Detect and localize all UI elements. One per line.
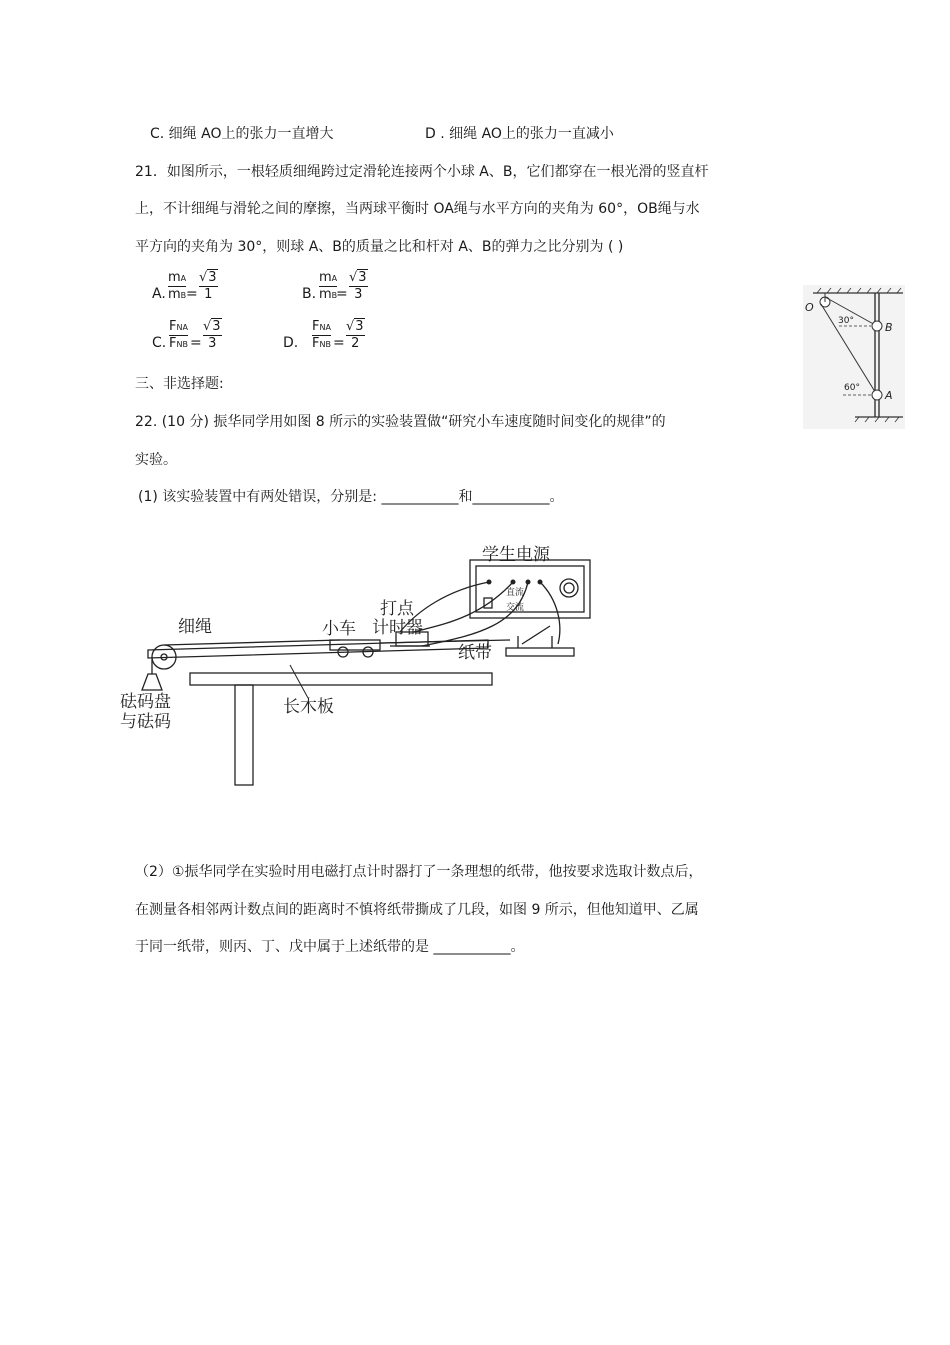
option-label: A. bbox=[152, 286, 166, 302]
equals-sign: = bbox=[336, 286, 348, 302]
q22-part2-line1: （2）①振华同学在实验时用电磁打点计时器打了一条理想的纸带，他按要求选取计数点后， bbox=[135, 864, 703, 880]
angle-60: 60° bbox=[844, 383, 860, 393]
label-power: 学生电源 bbox=[482, 545, 550, 565]
q22-apparatus-figure bbox=[118, 540, 598, 790]
q22-line1: 22. (10 分) 振华同学用如图 8 所示的实验装置做“研究小车速度随时间变化的规律”的 bbox=[135, 414, 666, 430]
q20-option-d: D . 细绳 AO上的张力一直减小 bbox=[425, 126, 614, 142]
lhs-fraction: mA mB bbox=[168, 270, 187, 302]
angle-30: 30° bbox=[838, 316, 854, 326]
label-o: O bbox=[805, 301, 814, 314]
label-timer-1: 打点 bbox=[380, 599, 414, 619]
equals-sign: = bbox=[186, 286, 198, 302]
label-timer-2: 计时器 bbox=[372, 618, 423, 638]
q21-line1: 21．如图所示，一根轻质细绳跨过定滑轮连接两个小球 A、B，它们都穿在一根光滑的竖直杆 bbox=[135, 164, 709, 180]
equals-sign: = bbox=[333, 335, 345, 351]
label-dc: 直流 bbox=[506, 588, 525, 598]
lhs-fraction: FNA FNB bbox=[312, 319, 331, 351]
q21-line3: 平方向的夹角为 30°，则球 A、B的质量之比和杆对 A、B的弹力之比分别为 ( ) bbox=[135, 239, 624, 255]
q21-line2: 上，不计细绳与滑轮之间的摩擦，当两球平衡时 OA绳与水平方向的夹角为 60°，OB绳与水 bbox=[135, 201, 700, 217]
q22-part2-line2: 在测量各相邻两计数点间的距离时不慎将纸带撕成了几段，如图 9 所示，但他知道甲、乙属 bbox=[135, 902, 699, 918]
rhs-fraction: √3 3 bbox=[203, 319, 221, 351]
equals-sign: = bbox=[190, 335, 202, 351]
option-label: B. bbox=[302, 286, 317, 302]
rhs-fraction: √3 2 bbox=[346, 319, 364, 351]
label-rope: 细绳 bbox=[178, 617, 212, 637]
option-label: D. bbox=[283, 335, 299, 351]
label-tape: 纸带 bbox=[458, 643, 492, 663]
q22-line2: 实验。 bbox=[135, 452, 177, 468]
label-weights-1: 砝码盘 bbox=[120, 692, 171, 712]
section-title: 三、非选择题: bbox=[135, 376, 224, 392]
q22-part1: (1) 该实验装置中有两处错误，分别是: ___________和___________。 bbox=[138, 489, 564, 505]
q22-part2-line3: 于同一纸带，则丙、丁、戊中属于上述纸带的是 ___________。 bbox=[135, 939, 525, 955]
rhs-fraction: √3 3 bbox=[349, 270, 367, 302]
q20-option-c: C. 细绳 AO上的张力一直增大 bbox=[150, 126, 334, 142]
option-label: C. bbox=[152, 335, 167, 351]
lhs-fraction: FNA FNB bbox=[169, 319, 188, 351]
rhs-fraction: √3 1 bbox=[199, 270, 217, 302]
label-weights-2: 与砝码 bbox=[120, 712, 171, 732]
label-car: 小车 bbox=[322, 619, 356, 639]
label-board: 长木板 bbox=[283, 697, 334, 717]
label-a: A bbox=[885, 389, 893, 402]
q21-pulley-figure bbox=[803, 285, 905, 429]
lhs-fraction: mA mB bbox=[319, 270, 338, 302]
label-b: B bbox=[885, 321, 893, 334]
label-ac: 交流 bbox=[506, 603, 525, 613]
